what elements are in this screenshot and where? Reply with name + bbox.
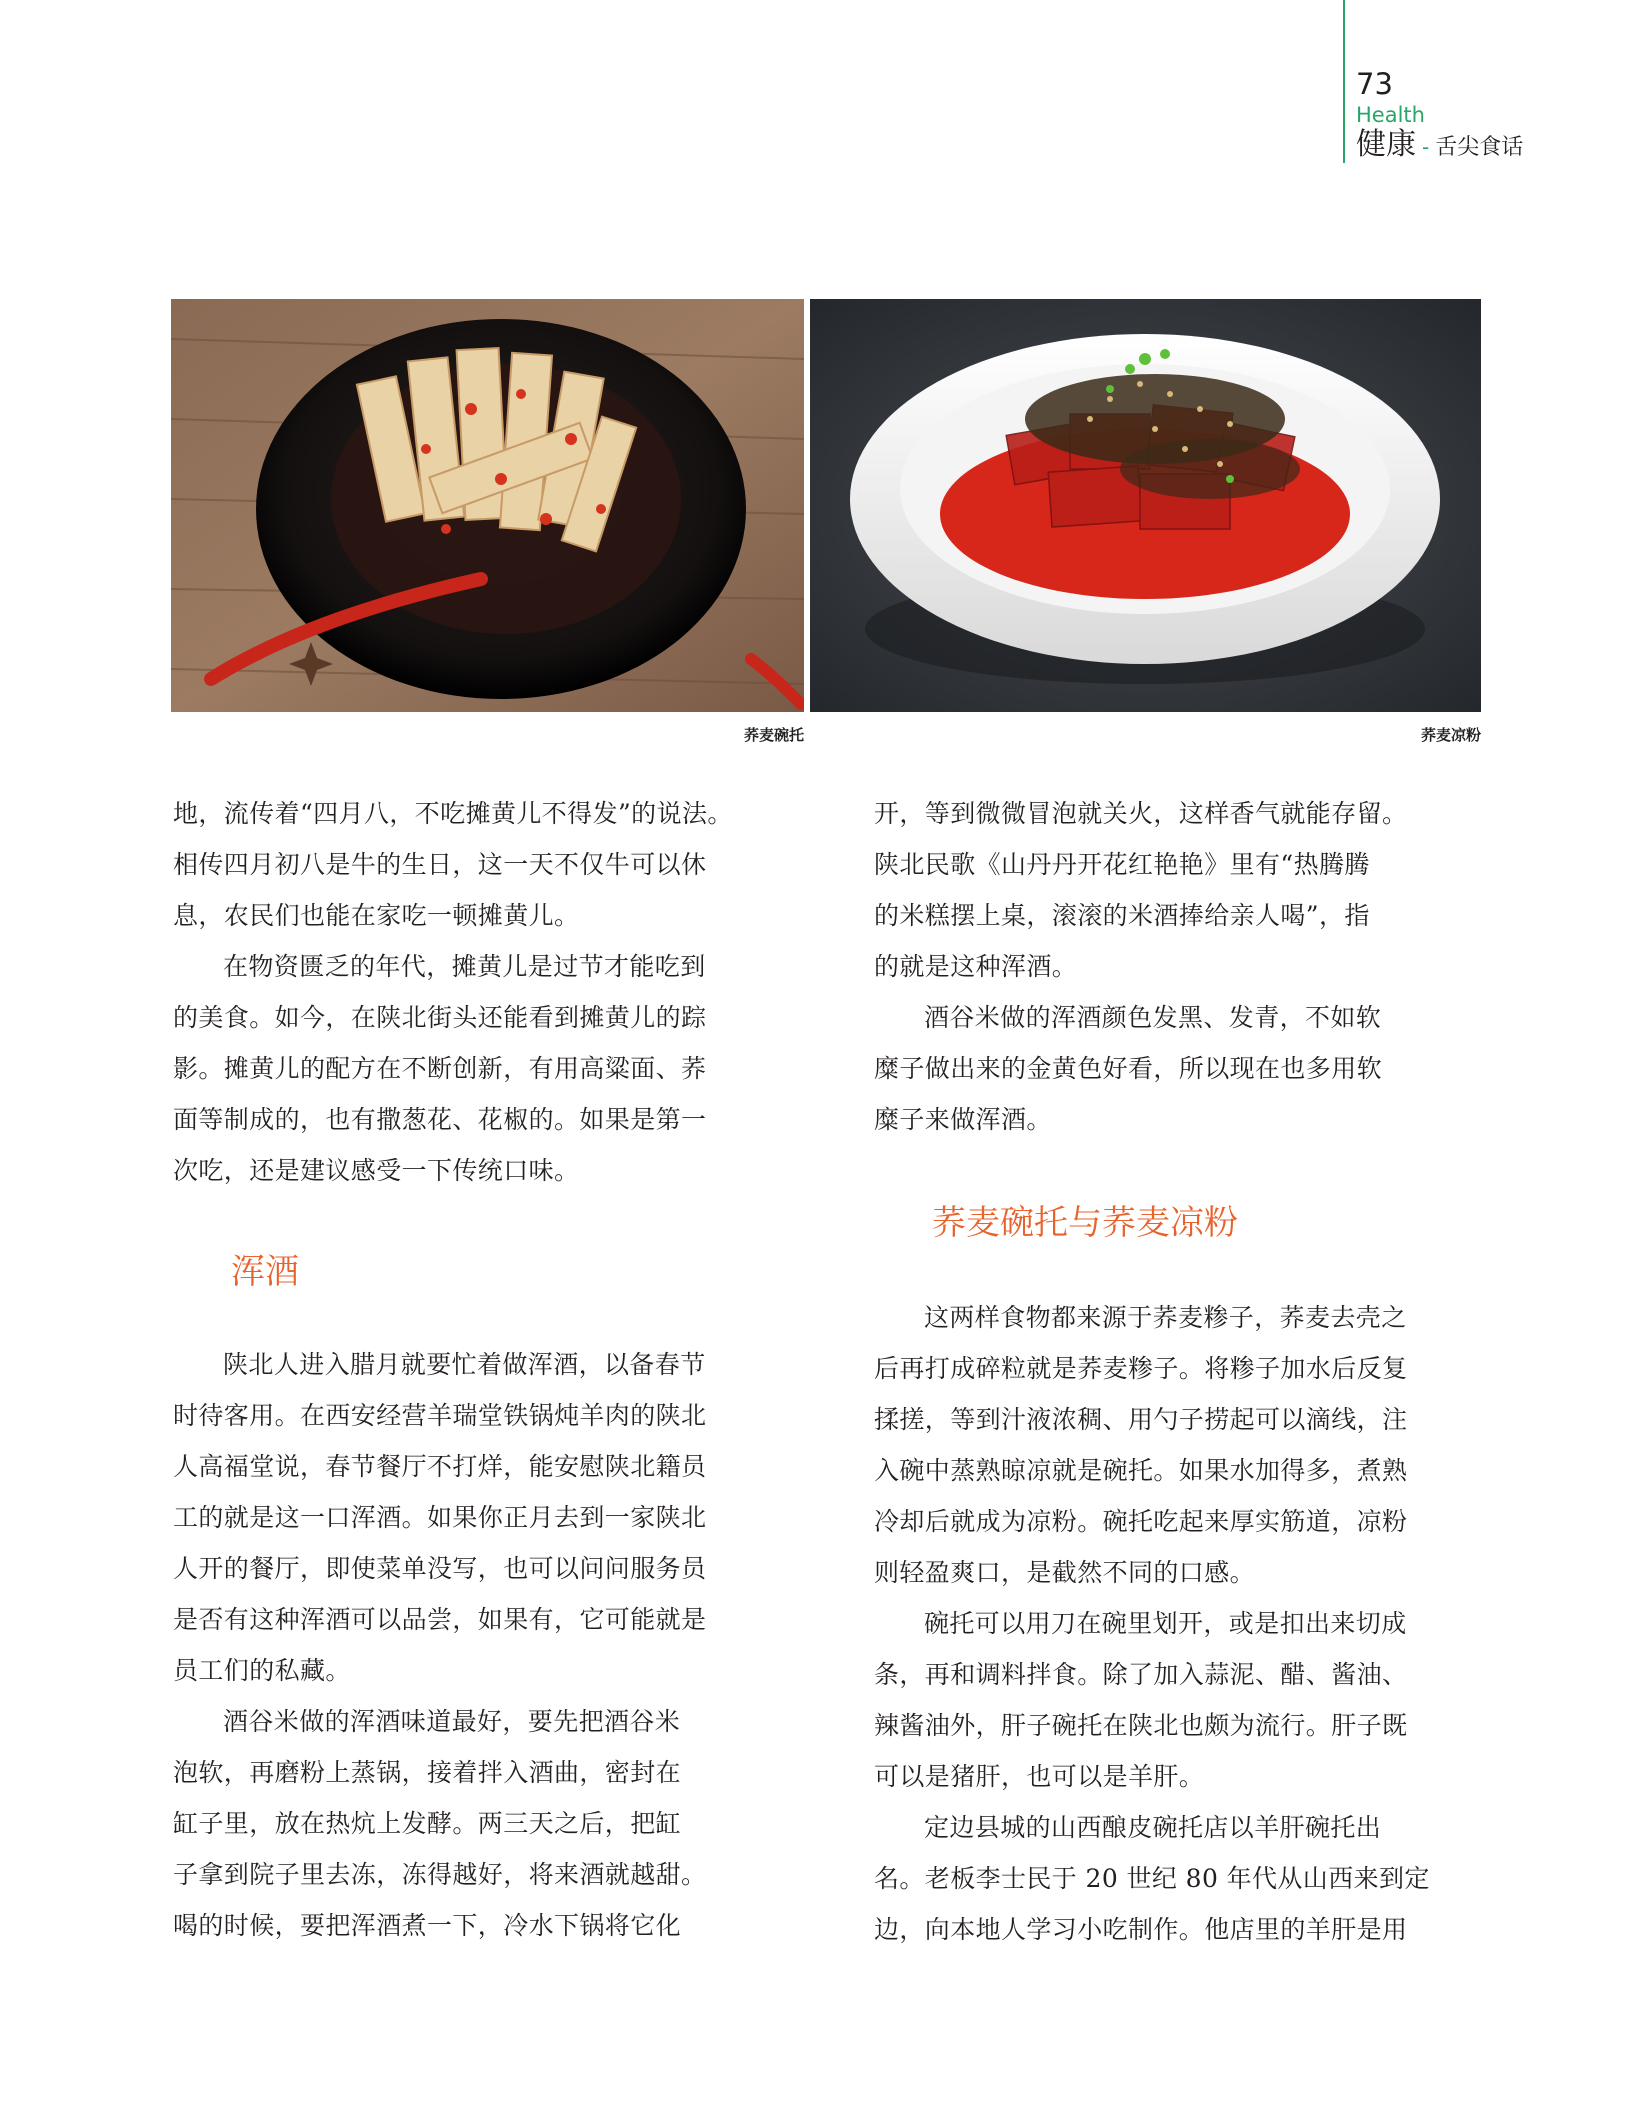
text-line: 则轻盈爽口，是截然不同的口感。 [874,1558,1256,1587]
section-title-cn: 健康 [1356,127,1416,162]
text-line: 是否有这种浑酒可以品尝，如果有，它可能就是 [173,1605,707,1634]
caption-right: 荞麦凉粉 [1420,726,1481,744]
photo-buckwheat-wantuo [171,299,804,712]
text-line: 喝的时候，要把浑酒煮一下，冷水下锅将它化 [173,1911,682,1940]
section-heading-buckwheat: 荞麦碗托与荞麦凉粉 [932,1203,1238,1243]
text-line: 揉搓，等到汁液浓稠、用勺子捞起可以滴线，注 [874,1405,1408,1434]
text-line: 的米糕摆上桌，滚滚的米酒捧给亲人喝”，指 [874,901,1370,930]
page-number: 73 [1356,67,1393,101]
text-line: 缸子里，放在热炕上发酵。两三天之后，把缸 [173,1809,682,1838]
text-line: 面等制成的，也有撒葱花、花椒的。如果是第一 [173,1105,707,1134]
text-line: 定边县城的山西酿皮碗托店以羊肝碗托出 [924,1813,1382,1842]
text-line: 碗托可以用刀在碗里划开，或是扣出来切成 [924,1609,1407,1638]
text-line: 后再打成碎粒就是荞麦糁子。将糁子加水后反复 [874,1354,1408,1383]
text-line: 相传四月初八是牛的生日，这一天不仅牛可以休 [173,850,707,879]
section-title-en: Health [1356,103,1425,127]
text-line: 开，等到微微冒泡就关火，这样香气就能存留。 [874,799,1408,828]
right-column [874,788,1481,1955]
text-line: 次吃，还是建议感受一下传统口味。 [173,1156,580,1185]
text-line: 入碗中蒸熟晾凉就是碗托。如果水加得多，煮熟 [874,1456,1408,1485]
text-line: 子拿到院子里去冻，冻得越好，将来酒就越甜。 [173,1860,707,1889]
text-line: 地，流传着“四月八，不吃摊黄儿不得发”的说法。 [173,799,733,828]
header-rule [1343,0,1345,163]
text-line: 名。老板李士民于 20 世纪 80 年代从山西来到定 [874,1864,1430,1893]
text-line: 辣酱油外，肝子碗托在陕北也颇为流行。肝子既 [874,1711,1408,1740]
text-line: 边，向本地人学习小吃制作。他店里的羊肝是用 [874,1915,1408,1944]
text-line: 时待客用。在西安经营羊瑞堂铁锅炖羊肉的陕北 [173,1401,707,1430]
text-line: 酒谷米做的浑酒颜色发黑、发青，不如软 [924,1003,1382,1032]
text-line: 糜子做出来的金黄色好看，所以现在也多用软 [874,1054,1383,1083]
section-title [1356,127,1524,162]
section-separator: - [1422,135,1430,159]
text-line: 酒谷米做的浑酒味道最好，要先把酒谷米 [223,1707,681,1736]
text-line: 影。摊黄儿的配方在不断创新，有用高粱面、荞 [173,1054,707,1083]
text-line: 陕北民歌《山丹丹开花红艳艳》里有“热腾腾 [874,850,1370,879]
text-line: 的美食。如今，在陕北街头还能看到摊黄儿的踪 [173,1003,707,1032]
text-line: 泡软，再磨粉上蒸锅，接着拌入酒曲，密封在 [173,1758,682,1787]
text-line: 可以是猪肝，也可以是羊肝。 [874,1762,1205,1791]
section-heading-hunjiu: 浑酒 [231,1252,299,1292]
text-line: 糜子来做浑酒。 [874,1105,1052,1134]
text-line: 的就是这种浑酒。 [874,952,1078,981]
text-line: 条，再和调料拌食。除了加入蒜泥、醋、酱油、 [874,1660,1408,1689]
photo-buckwheat-liangfen [810,299,1481,712]
subsection-title: 舌尖食话 [1435,135,1524,160]
text-line: 人开的餐厅，即使菜单没写，也可以问问服务员 [173,1554,707,1583]
text-line: 人高福堂说，春节餐厅不打烊，能安慰陕北籍员 [173,1452,707,1481]
text-line: 息，农民们也能在家吃一顿摊黄儿。 [173,901,580,930]
text-line: 在物资匮乏的年代，摊黄儿是过节才能吃到 [223,952,706,981]
text-line: 冷却后就成为凉粉。碗托吃起来厚实筋道，凉粉 [874,1507,1408,1536]
left-column [173,788,780,1951]
text-line: 陕北人进入腊月就要忙着做浑酒，以备春节 [223,1350,706,1379]
caption-left: 荞麦碗托 [743,726,804,744]
text-line: 员工们的私藏。 [173,1656,351,1685]
text-line: 工的就是这一口浑酒。如果你正月去到一家陕北 [173,1503,707,1532]
text-line: 这两样食物都来源于荞麦糁子，荞麦去壳之 [924,1303,1407,1332]
